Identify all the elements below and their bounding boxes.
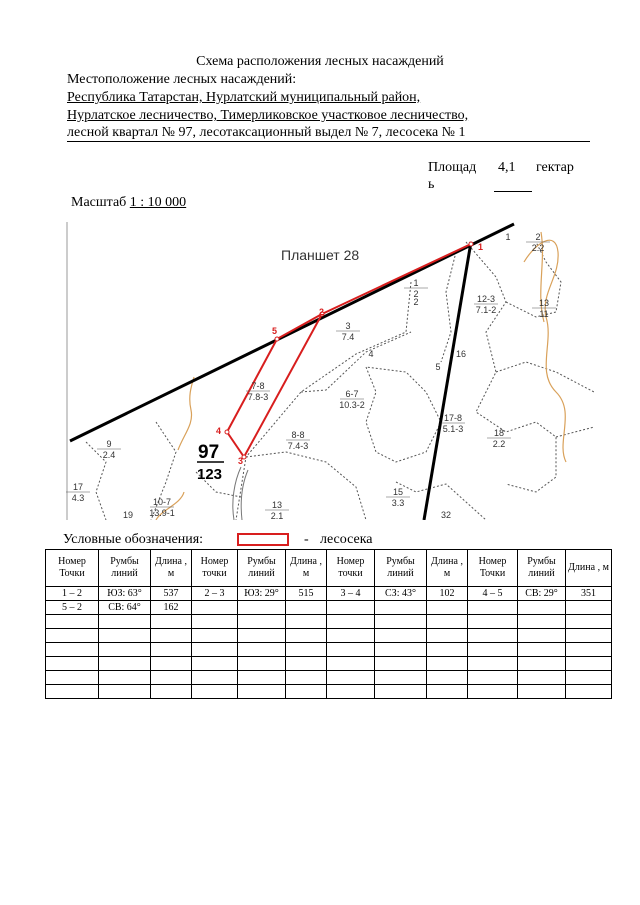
table-cell xyxy=(192,671,238,685)
table-cell xyxy=(46,657,99,671)
table-row xyxy=(46,657,612,671)
table-cell: 162 xyxy=(151,601,192,615)
table-cell xyxy=(192,657,238,671)
plot-label: 2 xyxy=(413,297,419,307)
table-cell xyxy=(46,671,99,685)
table-row xyxy=(46,587,612,601)
plot-label: 13 xyxy=(538,298,550,308)
area-label: Площад xyxy=(428,160,477,175)
area-underline xyxy=(494,191,532,192)
legend xyxy=(63,532,203,548)
page-title: Схема расположения лесных насаждений xyxy=(196,54,444,69)
plot-sublabel: 2.1 xyxy=(270,511,284,520)
table-cell xyxy=(151,629,192,643)
forest-map xyxy=(66,222,594,520)
table-cell xyxy=(151,657,192,671)
table-cell xyxy=(286,657,327,671)
plot-label: 19 xyxy=(122,510,134,520)
table-cell xyxy=(327,629,375,643)
quarter-subnumber: 123 xyxy=(197,466,223,483)
table-cell: 515 xyxy=(286,587,327,601)
column-header: Румбы линий xyxy=(375,550,427,587)
table-cell: СВ: 29° xyxy=(518,587,566,601)
plot-sublabel: 13.9-1 xyxy=(149,508,175,518)
location-label: Местоположение лесных насаждений: xyxy=(67,72,297,87)
table-row xyxy=(46,629,612,643)
table-cell xyxy=(468,643,518,657)
plot-label: 1 xyxy=(505,232,511,242)
table-cell xyxy=(375,657,427,671)
table-cell xyxy=(238,629,286,643)
plot-label: 15 xyxy=(392,487,404,497)
table-cell xyxy=(518,615,566,629)
legend-description: лесосека xyxy=(320,532,373,547)
table-cell xyxy=(427,671,468,685)
column-header: Длина , м xyxy=(566,550,612,587)
table-cell xyxy=(327,685,375,699)
table-cell xyxy=(518,601,566,615)
table-cell: 5 – 2 xyxy=(46,601,99,615)
table-cell xyxy=(286,685,327,699)
table-cell xyxy=(468,615,518,629)
location-line-1: Республика Татарстан, Нурлатский муниципальный район, xyxy=(67,90,421,105)
table-cell xyxy=(238,657,286,671)
table-cell xyxy=(375,643,427,657)
table-cell xyxy=(518,643,566,657)
table-cell xyxy=(151,643,192,657)
plot-label: 2 xyxy=(535,232,541,242)
plot-sublabel: 4.3 xyxy=(71,493,85,503)
plot-label: 8-8 xyxy=(291,430,305,440)
plot-sublabel: 7.1-2 xyxy=(475,305,497,315)
table-cell xyxy=(286,615,327,629)
vertex-label: 1 xyxy=(478,242,484,252)
table-cell xyxy=(46,643,99,657)
table-cell xyxy=(427,629,468,643)
table-cell xyxy=(151,685,192,699)
table-cell xyxy=(375,629,427,643)
scale-row xyxy=(71,195,186,211)
table-cell xyxy=(518,657,566,671)
table-cell xyxy=(286,671,327,685)
plot-sublabel: 2.2 xyxy=(531,243,545,253)
table-cell xyxy=(427,685,468,699)
table-cell xyxy=(99,685,151,699)
vertex-label: 2 xyxy=(319,307,325,317)
vertex-label: 3 xyxy=(238,456,244,466)
table-cell: 1 – 2 xyxy=(46,587,99,601)
table-cell xyxy=(238,685,286,699)
table-cell xyxy=(566,685,612,699)
table-cell xyxy=(468,685,518,699)
table-cell xyxy=(427,615,468,629)
table-cell xyxy=(192,629,238,643)
plot-label: 18 xyxy=(493,428,505,438)
table-cell xyxy=(99,643,151,657)
plot-sublabel: 2.4 xyxy=(102,450,116,460)
plot-label: 32 xyxy=(440,510,452,520)
table-cell: СЗ: 43° xyxy=(375,587,427,601)
plot-label: 5 xyxy=(435,362,441,372)
column-header: Номер Точки xyxy=(468,550,518,587)
table-header-row xyxy=(46,550,612,587)
vertex-label: 5 xyxy=(272,326,278,336)
plot-sublabel: 5.1-3 xyxy=(442,424,464,434)
table-body xyxy=(46,587,612,699)
table-cell: 3 – 4 xyxy=(327,587,375,601)
table-cell xyxy=(518,671,566,685)
table-cell xyxy=(192,685,238,699)
header-divider xyxy=(67,141,590,142)
table-cell xyxy=(99,615,151,629)
sheet-label: Планшет 28 xyxy=(281,247,360,263)
table-cell xyxy=(566,601,612,615)
location-line-3: лесной квартал № 97, лесотаксационный выдел № 7, лесосека № 1 xyxy=(67,125,466,140)
table-cell xyxy=(427,643,468,657)
column-header: Длина , м xyxy=(151,550,192,587)
plot-label: 6-7 xyxy=(345,389,359,399)
points-table xyxy=(45,549,612,699)
vertex-label: 4 xyxy=(216,426,222,436)
table-row xyxy=(46,615,612,629)
plot-label: 13 xyxy=(271,500,283,510)
location-line-2: Нурлатское лесничество, Тимерликовское участковое лесничество, xyxy=(67,108,469,123)
table-cell xyxy=(375,615,427,629)
table-cell: 2 – 3 xyxy=(192,587,238,601)
table-cell xyxy=(286,643,327,657)
table-cell xyxy=(566,657,612,671)
table-cell: 102 xyxy=(427,587,468,601)
table-row xyxy=(46,643,612,657)
table-cell: СВ: 64° xyxy=(99,601,151,615)
table-cell xyxy=(192,643,238,657)
table-cell xyxy=(151,615,192,629)
plot-sublabel: 7.4-3 xyxy=(287,441,309,451)
plot-label: 17 xyxy=(72,482,84,492)
plot-sublabel: 7.4 xyxy=(341,332,355,342)
table-cell: 537 xyxy=(151,587,192,601)
table-cell xyxy=(327,671,375,685)
plot-label: 3 xyxy=(345,321,351,331)
table-cell xyxy=(238,615,286,629)
table-cell xyxy=(286,629,327,643)
plot-sublabel: 10.3-2 xyxy=(339,400,365,410)
plot-sublabel: 3.3 xyxy=(391,498,405,508)
table-cell xyxy=(46,615,99,629)
table-cell xyxy=(566,615,612,629)
legend-swatch xyxy=(237,533,289,546)
table-cell xyxy=(468,629,518,643)
table-cell xyxy=(238,601,286,615)
table-cell xyxy=(427,657,468,671)
table-cell xyxy=(566,629,612,643)
table-cell xyxy=(566,643,612,657)
table-row xyxy=(46,671,612,685)
table-cell xyxy=(468,671,518,685)
table-cell xyxy=(327,657,375,671)
table-cell: ЮЗ: 63° xyxy=(99,587,151,601)
quarter-number: 97 xyxy=(198,442,220,463)
column-header: Румбы линий xyxy=(238,550,286,587)
table-cell xyxy=(286,601,327,615)
table-cell xyxy=(99,629,151,643)
table-cell xyxy=(468,601,518,615)
column-header: Румбы линий xyxy=(99,550,151,587)
table-cell: ЮЗ: 29° xyxy=(238,587,286,601)
column-header: Румбы линий xyxy=(518,550,566,587)
table-cell xyxy=(99,671,151,685)
table-cell xyxy=(46,685,99,699)
scale-value: 1 : 10 000 xyxy=(129,195,187,210)
legend-label: Условные обозначения: xyxy=(63,532,204,547)
plot-label: 12-3 xyxy=(476,294,496,304)
legend-dash: - xyxy=(304,532,309,547)
table-cell xyxy=(375,685,427,699)
column-header: Номер точки xyxy=(327,550,375,587)
plot-sublabel: 11 xyxy=(539,309,549,319)
area-unit: гектар xyxy=(536,160,574,175)
plot-label: 9 xyxy=(106,439,112,449)
table-cell xyxy=(99,657,151,671)
plot-label: 10-7 xyxy=(152,497,172,507)
column-header: Номер точки xyxy=(192,550,238,587)
area-value: 4,1 xyxy=(498,160,516,175)
plot-sublabel: 2 xyxy=(413,289,419,299)
plot-label: 7-8 xyxy=(251,381,265,391)
table-cell: 351 xyxy=(566,587,612,601)
table-cell xyxy=(238,643,286,657)
table-cell xyxy=(566,671,612,685)
column-header: Длина , м xyxy=(286,550,327,587)
table-cell xyxy=(468,657,518,671)
column-header: Длина , м xyxy=(427,550,468,587)
table-cell xyxy=(427,601,468,615)
table-cell xyxy=(238,671,286,685)
table-cell xyxy=(375,671,427,685)
table-cell xyxy=(327,643,375,657)
plot-label: 17-8 xyxy=(443,413,463,423)
plot-label: 1 xyxy=(413,278,419,288)
table-cell: 4 – 5 xyxy=(468,587,518,601)
table-cell xyxy=(375,601,427,615)
table-cell xyxy=(327,615,375,629)
table-cell xyxy=(518,629,566,643)
area-label-end: ь xyxy=(428,177,435,192)
plot-sublabel: 7.8-3 xyxy=(247,392,269,402)
table-cell xyxy=(327,601,375,615)
table-row xyxy=(46,685,612,699)
table-cell xyxy=(192,615,238,629)
table-cell xyxy=(192,601,238,615)
column-header: Номер Точки xyxy=(46,550,99,587)
table-row xyxy=(46,601,612,615)
table-cell xyxy=(518,685,566,699)
scale-label: Масштаб xyxy=(71,195,127,210)
plot-label: 4 xyxy=(368,349,374,359)
plot-sublabel: 2.2 xyxy=(492,439,506,449)
table-cell xyxy=(151,671,192,685)
plot-label: 16 xyxy=(455,349,467,359)
table-cell xyxy=(46,629,99,643)
